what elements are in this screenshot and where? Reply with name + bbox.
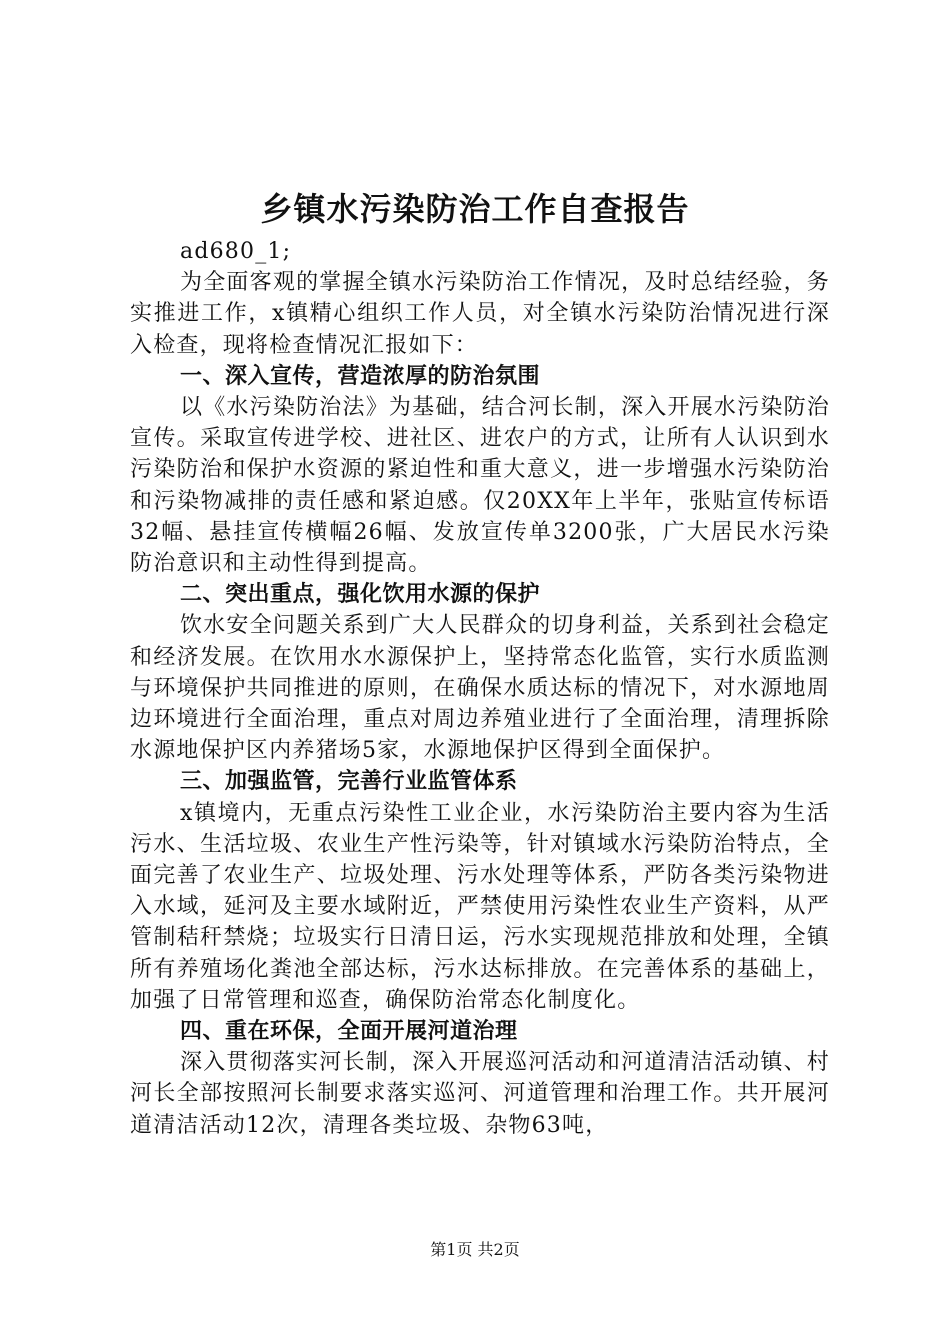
section-body-4: 深入贯彻落实河长制，深入开展巡河活动和河道清洁活动镇、村河长全部按照河长制要求落实巡河、河道管理和治理工作。共开展河道清洁活动12次，清理各类垃圾、杂物63吨，	[130, 1050, 830, 1138]
document-body	[130, 236, 830, 1141]
document-title: 乡镇水污染防治工作自查报告	[260, 190, 690, 228]
section-heading-1: 一、深入宣传，营造浓厚的防治氛围	[180, 363, 541, 389]
page-footer: 第1页 共2页	[430, 1240, 520, 1259]
section-body-3: x镇境内，无重点污染性工业企业，水污染防治主要内容为生活污水、生活垃圾、农业生产性污染等，针对镇域水污染防治特点，全面完善了农业生产、垃圾处理、污水处理等体系，严防各类污染物进入水域，延河及主要水域附近，严禁使用污染性农业生产资料，从严管制秸秆禁烧；垃圾实行日清日运，污水实现规范排放和处理，全镇所有养殖场化粪池全部达标，污水达标排放。在完善体系的基础上，加强了日常管理和巡查，确保防治常态化制度化。	[130, 800, 830, 1013]
document-code: ad680_1;	[180, 239, 292, 264]
intro-paragraph: 为全面客观的掌握全镇水污染防治工作情况，及时总结经验，务实推进工作，x镇精心组织工作人员，对全镇水污染防治情况进行深入检查，现将检查情况汇报如下：	[130, 270, 830, 358]
section-heading-2: 二、突出重点，强化饮用水源的保护	[180, 582, 541, 608]
section-heading-4: 四、重在环保，全面开展河道治理	[180, 1019, 518, 1045]
section-body-1: 以《水污染防治法》为基础，结合河长制，深入开展水污染防治宣传。采取宣传进学校、进社区、进农户的方式，让所有人认识到水污染防治和保护水资源的紧迫性和重大意义，进一步增强水污染防治和污染物减排的责任感和紧迫感。仅20XX年上半年，张贴宣传标语32幅、悬挂宣传横幅26幅、发放宣传单3200张，广大居民水污染防治意识和主动性得到提高。	[130, 395, 830, 577]
section-body-2: 饮水安全问题关系到广大人民群众的切身利益，关系到社会稳定和经济发展。在饮用水水源保护上，坚持常态化监管，实行水质监测与环境保护共同推进的原则，在确保水质达标的情况下，对水源地周边环境进行全面治理，重点对周边养殖业进行了全面治理，清理拆除水源地保护区内养猪场5家，水源地保护区得到全面保护。	[130, 613, 830, 764]
section-heading-3: 三、加强监管，完善行业监管体系	[180, 769, 518, 795]
